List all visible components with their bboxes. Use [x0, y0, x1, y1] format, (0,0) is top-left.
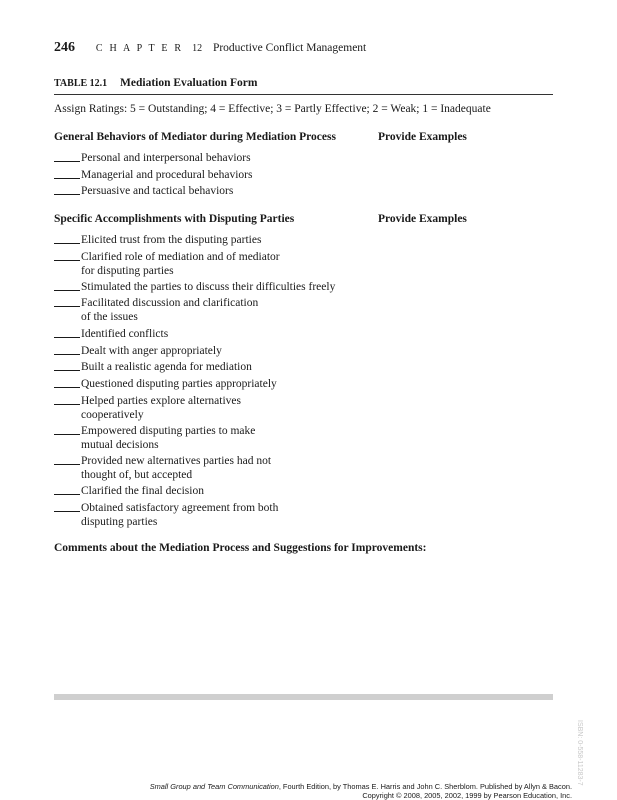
rating-blank[interactable]	[54, 345, 80, 355]
table-title: Mediation Evaluation Form	[120, 77, 258, 89]
rating-item: Obtained satisfactory agreement from both disputing parties	[54, 502, 278, 529]
footer-line-2: Copyright © 2008, 2005, 2002, 1999 by Pearson Education, Inc.	[362, 791, 572, 800]
rating-item: Questioned disputing parties appropriately	[54, 378, 277, 393]
chapter-number: 12	[192, 43, 203, 54]
rating-item: Provided new alternatives parties had not thought of, but accepted	[54, 455, 271, 482]
rating-blank[interactable]	[54, 395, 80, 405]
rating-blank[interactable]	[54, 185, 80, 195]
section-general-heading: General Behaviors of Mediator during Mediation Process	[54, 131, 336, 143]
rating-item: Clarified role of mediation and of mediator for disputing parties	[54, 251, 280, 278]
comments-heading: Comments about the Mediation Process and Suggestions for Improvements:	[54, 542, 427, 554]
running-header	[54, 40, 366, 56]
rating-item: Personal and interpersonal behaviors	[54, 152, 251, 167]
rating-blank[interactable]	[54, 169, 80, 179]
rating-item: Empowered disputing parties to make mutual decisions	[54, 425, 255, 452]
isbn-watermark: ISBN: 0-558-11283-7	[576, 720, 583, 786]
rating-item: Facilitated discussion and clarification of the issues	[54, 297, 258, 324]
rating-item: Built a realistic agenda for mediation	[54, 361, 252, 376]
footer-bar	[54, 694, 553, 700]
rating-item: Clarified the final decision	[54, 485, 204, 500]
rating-blank[interactable]	[54, 152, 80, 162]
rating-blank[interactable]	[54, 502, 80, 512]
rating-blank[interactable]	[54, 455, 80, 465]
rating-item: Helped parties explore alternatives cooperatively	[54, 395, 241, 422]
table-caption	[54, 77, 257, 89]
page-number: 246	[54, 40, 75, 55]
rating-blank[interactable]	[54, 485, 80, 495]
chapter-title: Productive Conflict Management	[212, 42, 367, 54]
rating-item: Identified conflicts	[54, 328, 168, 343]
rating-item: Managerial and procedural behaviors	[54, 169, 252, 184]
rating-blank[interactable]	[54, 328, 80, 338]
section-specific-heading: Specific Accomplishments with Disputing Parties	[54, 213, 295, 225]
rating-item: Stimulated the parties to discuss their difficulties freely	[54, 281, 335, 296]
ratings-scale: Assign Ratings: 5 = Outstanding; 4 = Effective; 3 = Partly Effective; 2 = Weak; 1 = Inadequate	[54, 103, 491, 115]
copyright-footer	[150, 782, 572, 800]
section-specific-examples-label: Provide Examples	[378, 213, 467, 225]
table-label: TABLE 12.1	[54, 78, 108, 89]
rating-blank[interactable]	[54, 281, 80, 291]
rating-blank[interactable]	[54, 251, 80, 261]
rating-item: Dealt with anger appropriately	[54, 345, 222, 360]
book-title: Small Group and Team Communication	[149, 782, 279, 791]
rating-item: Persuasive and tactical behaviors	[54, 185, 233, 200]
rating-blank[interactable]	[54, 425, 80, 435]
section-general-examples-label: Provide Examples	[378, 131, 467, 143]
chapter-word: C H A P T E R	[95, 43, 184, 54]
rating-blank[interactable]	[54, 378, 80, 388]
caption-rule	[54, 94, 553, 95]
rating-blank[interactable]	[54, 297, 80, 307]
rating-item: Elicited trust from the disputing parties	[54, 234, 261, 249]
footer-line-1: Small Group and Team Communication, Fourth Edition, by Thomas E. Harris and John C. Sherblom. Published by Allyn & Bacon.	[149, 782, 572, 791]
rating-blank[interactable]	[54, 234, 80, 244]
rating-blank[interactable]	[54, 361, 80, 371]
